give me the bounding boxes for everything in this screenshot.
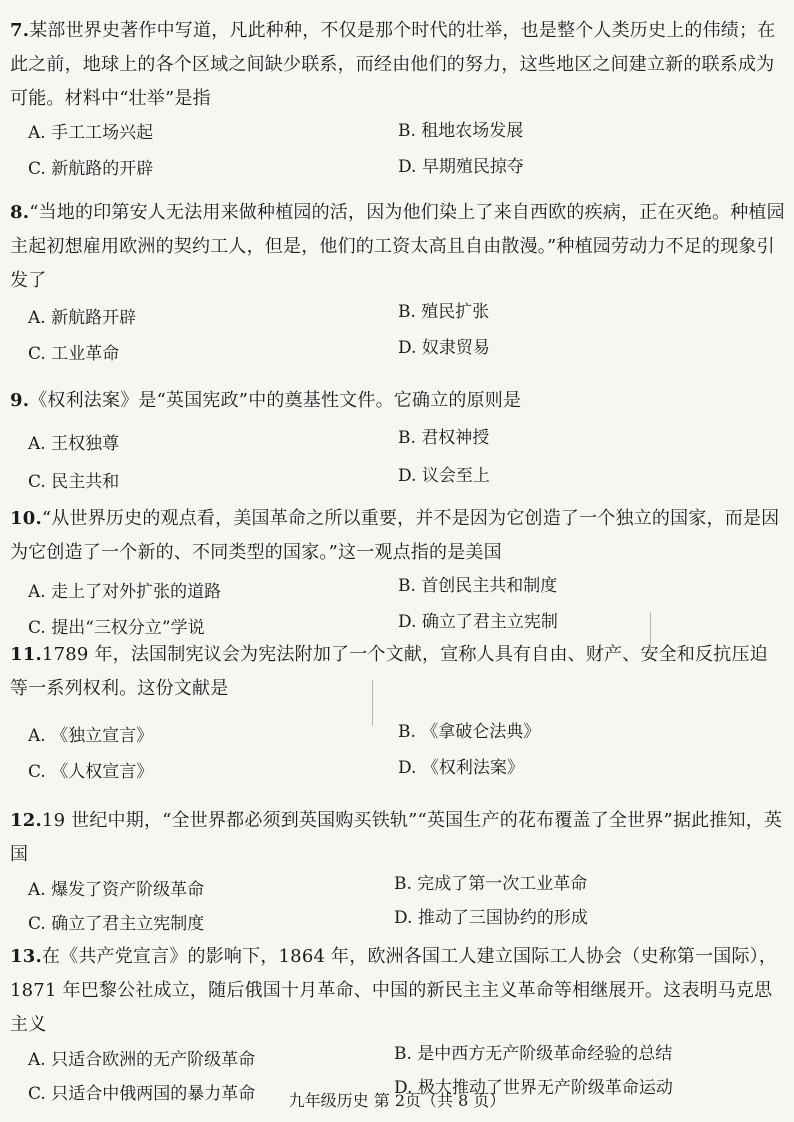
option-group — [10, 418, 785, 492]
option-b[interactable]: B. 完成了第一次工业革命 — [394, 874, 588, 894]
option-a[interactable]: A. 王权独尊 — [28, 434, 120, 454]
page-footer: 九年级历史 第 2页（共 8 页） — [288, 1091, 506, 1110]
option-c[interactable]: C. 只适合中俄两国的暴力革命 — [28, 1084, 256, 1104]
option-a[interactable]: A. 《独立宣言》 — [28, 726, 154, 746]
option-a[interactable]: A. 爆发了资产阶级革命 — [28, 880, 205, 900]
option-c[interactable]: C. 新航路的开辟 — [28, 159, 154, 179]
option-c[interactable]: C. 工业革命 — [28, 344, 120, 364]
option-c[interactable]: C. 提出“三权分立”学说 — [28, 618, 205, 638]
option-b[interactable]: B. 首创民主共和制度 — [398, 576, 558, 596]
option-d[interactable]: D. 《权利法案》 — [398, 758, 524, 778]
question-12 — [10, 804, 785, 946]
option-b[interactable]: B. 是中西方无产阶级革命经验的总结 — [394, 1044, 673, 1064]
option-c[interactable]: C. 《人权宣言》 — [28, 762, 154, 782]
option-d[interactable]: D. 早期殖民掠夺 — [398, 157, 524, 177]
option-d[interactable]: D. 奴隶贸易 — [398, 338, 490, 358]
option-a[interactable]: A. 新航路开辟 — [28, 308, 137, 328]
question-text: 某部世界史著作中写道，凡此种种，不仅是那个时代的壮举，也是整个人类历史上的伟绩；在此之前，地球上的各个区域之间缺少联系，而经由他们的努力，这些地区之间建立新的联系成为可能。材料中“壮举”是指 — [10, 20, 776, 109]
option-b[interactable]: B. 《拿破仑法典》 — [398, 722, 541, 742]
question-stem — [10, 502, 785, 570]
question-7 — [10, 14, 785, 190]
question-stem — [10, 940, 785, 1042]
question-10 — [10, 502, 785, 644]
question-stem — [10, 196, 785, 298]
question-text: “从世界历史的观点看，美国革命之所以重要，并不是因为它创造了一个独立的国家，而是因为它创造了一个新的、不同类型的国家。”这一观点指的是美国 — [10, 508, 780, 563]
question-stem — [10, 384, 785, 418]
question-number: 11. — [10, 644, 42, 665]
question-9 — [10, 384, 785, 492]
option-b[interactable]: B. 殖民扩张 — [398, 302, 490, 322]
question-text: “当地的印第安人无法用来做种植园的活，因为他们染上了来自西欧的疾病，正在灭绝。种植园主起初想雇用欧洲的契约工人，但是，他们的工资太高且自由散漫。”种植园劳动力不足的现象引发了 — [10, 202, 785, 291]
option-d[interactable]: D. 议会至上 — [398, 466, 490, 486]
question-number: 9. — [10, 390, 30, 411]
option-d[interactable]: D. 推动了三国协约的形成 — [394, 908, 588, 928]
option-b[interactable]: B. 君权神授 — [398, 428, 490, 448]
option-c[interactable]: C. 民主共和 — [28, 472, 120, 492]
question-text: 在《共产党宣言》的影响下，1864 年，欧洲各国工人建立国际工人协会（史称第一国际），1871 年巴黎公社成立，随后俄国十月革命、中国的新民主主义革命等相继展开。这表明马克思主义 — [10, 946, 778, 1035]
option-group — [10, 570, 785, 644]
option-a[interactable]: A. 手工工场兴起 — [28, 123, 154, 143]
question-number: 8. — [10, 202, 30, 223]
question-number: 7. — [10, 20, 30, 41]
question-text: 19 世纪中期，“全世界都必须到英国购买铁轨”“英国生产的花布覆盖了全世界”据此推知，英国 — [10, 810, 783, 865]
question-text: 1789 年，法国制宪议会为宪法附加了一个文献，宣称人具有自由、财产、安全和反抗压迫等一系列权利。这份文献是 — [10, 644, 768, 699]
question-number: 13. — [10, 946, 42, 967]
option-b[interactable]: B. 租地农场发展 — [398, 121, 524, 141]
question-number: 12. — [10, 810, 42, 831]
scan-artifact-line — [372, 680, 703, 726]
option-group — [10, 116, 785, 190]
option-d[interactable]: D. 确立了君主立宪制 — [398, 612, 558, 632]
scan-artifact-line — [649, 612, 651, 658]
question-8 — [10, 196, 785, 372]
option-a[interactable]: A. 只适合欧洲的无产阶级革命 — [28, 1050, 256, 1070]
question-stem — [10, 14, 785, 116]
option-group — [10, 298, 785, 372]
question-text: 《权利法案》是“英国宪政”中的奠基性文件。它确立的原则是 — [29, 390, 522, 411]
option-d[interactable]: D. 极大推动了世界无产阶级革命运动 — [394, 1078, 673, 1098]
option-group — [10, 872, 785, 946]
option-c[interactable]: C. 确立了君主立宪制度 — [28, 914, 205, 934]
question-stem — [10, 804, 785, 872]
question-number: 10. — [10, 508, 42, 529]
option-a[interactable]: A. 走上了对外扩张的道路 — [28, 582, 222, 602]
